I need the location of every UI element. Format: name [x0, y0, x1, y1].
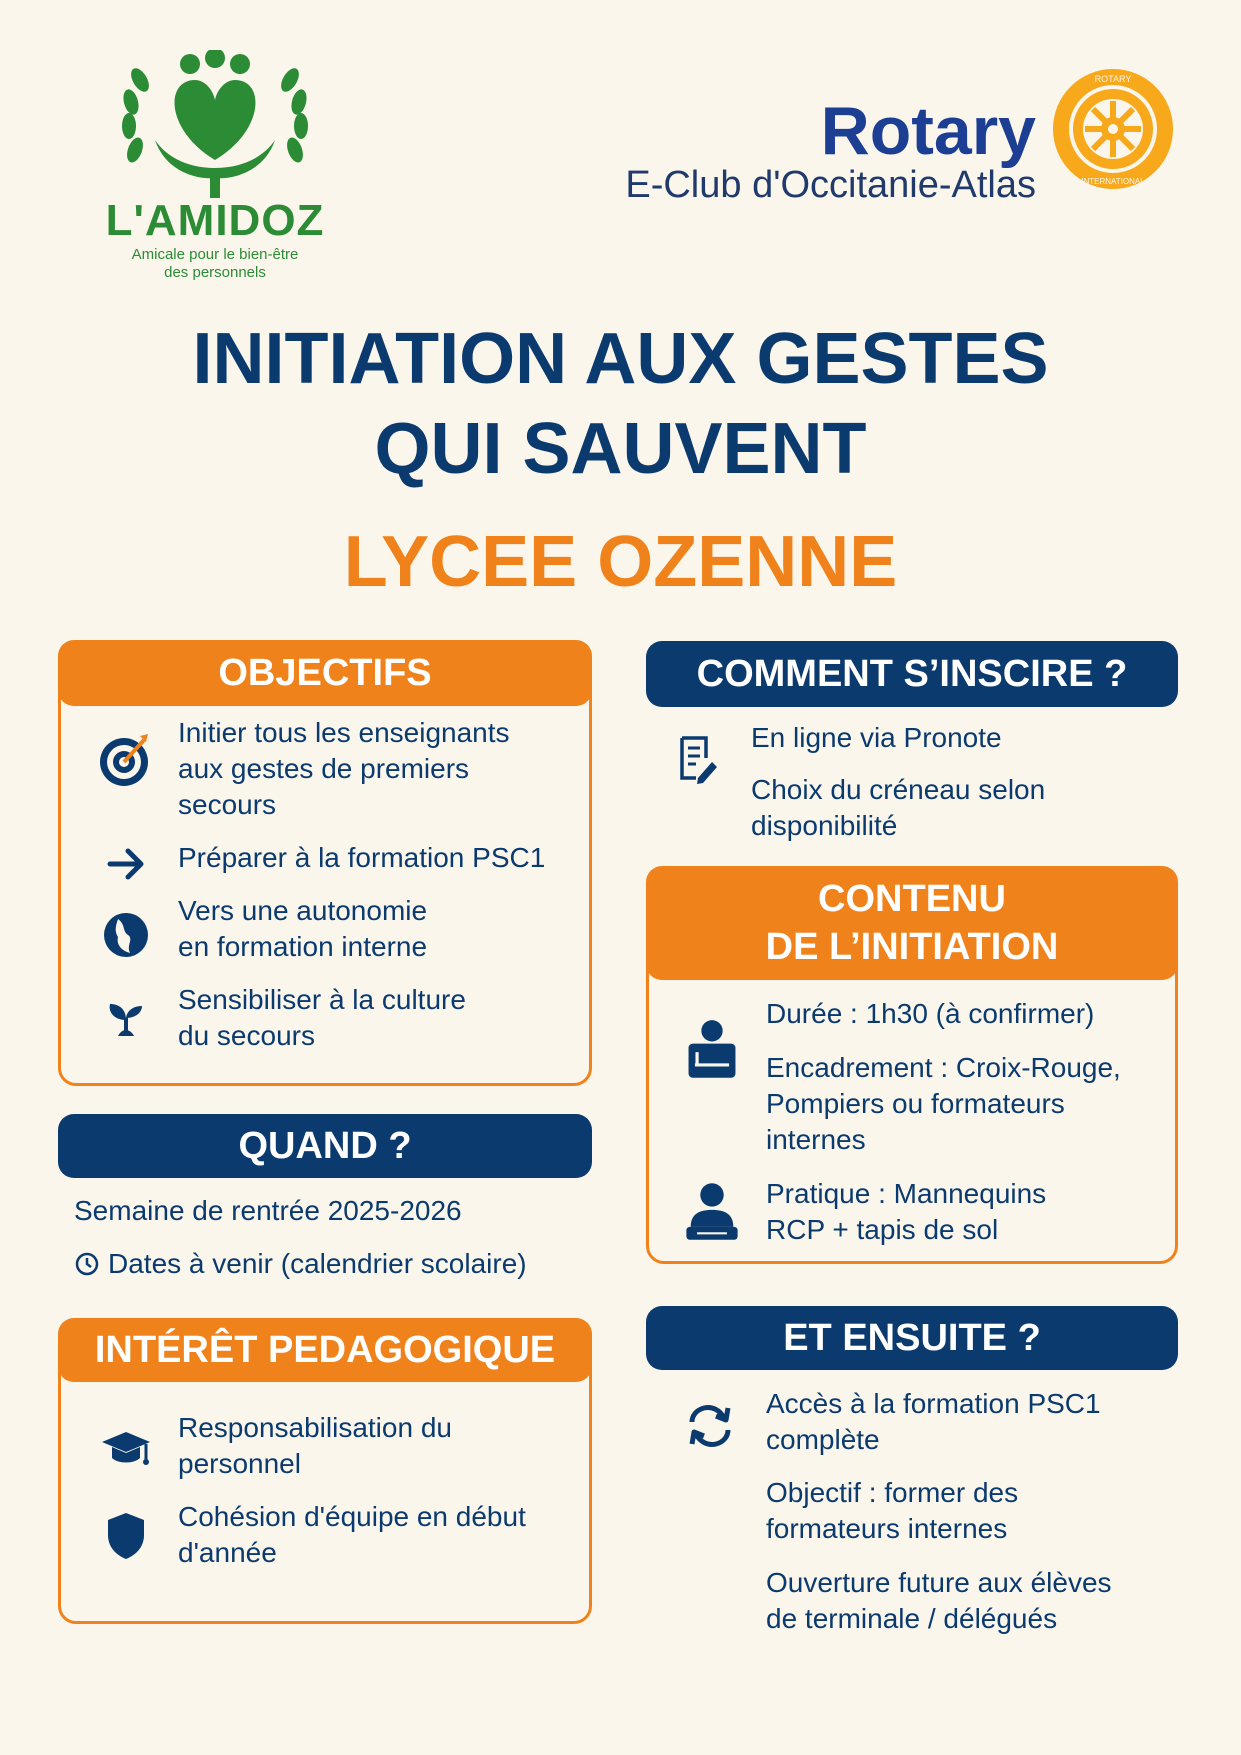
inscrire-line3: disponibilité [751, 810, 898, 841]
amidoz-emblem-icon [95, 50, 335, 200]
ensuite-a-line1: Accès à la formation PSC1 [766, 1388, 1101, 1419]
objectif-item-2 [96, 834, 156, 899]
objectif-item-4-text [178, 982, 466, 1054]
form-edit-icon [668, 730, 728, 790]
objectif-item-1-line2: aux gestes de premiers [178, 753, 470, 784]
contenu-item-1 [680, 1018, 744, 1087]
shield-icon [96, 1505, 156, 1565]
rotary-wheel-icon [1048, 64, 1178, 194]
ensuite-b-line2: formateurs internes [766, 1513, 1008, 1544]
quand-header [58, 1114, 592, 1178]
objectif-item-1-text [178, 715, 510, 823]
objectif-item-3-line2: en formation interne [178, 931, 428, 962]
objectif-item-3-text [178, 893, 427, 965]
objectif-item-4-line1: Sensibiliser à la culture [178, 984, 466, 1015]
quand-header-label: QUAND ? [238, 1125, 412, 1167]
interet-item-1-line2: personnel [178, 1448, 301, 1479]
quand-line2 [74, 1246, 527, 1282]
ensuite-c [766, 1565, 1112, 1637]
objectif-item-4-line2: du secours [178, 1020, 315, 1051]
ensuite-b-line1: Objectif : former des [766, 1477, 1019, 1508]
contenu-encadrement [766, 1050, 1121, 1158]
contenu-pratique-line1: Pratique : Mannequins [766, 1178, 1047, 1209]
inscrire-header [646, 641, 1178, 707]
interet-item-2-line1: Cohésion d'équipe en début [178, 1501, 526, 1532]
contenu-item-2 [680, 1180, 744, 1249]
rotary-name: Rotary [820, 93, 1036, 169]
interet-item-1 [96, 1418, 156, 1483]
ensuite-item [680, 1396, 740, 1461]
interet-item-1-line1: Responsabilisation du [178, 1412, 452, 1443]
contenu-encadrement-line3: internes [766, 1124, 866, 1155]
inscrire-item [668, 730, 728, 795]
main-title-line2: QUI SAUVENT [374, 409, 867, 489]
contenu-encadrement-line2: Pompiers ou formateurs [766, 1088, 1065, 1119]
inscrire-line2-3 [751, 772, 1045, 844]
contenu-header [646, 866, 1178, 980]
objectif-item-3 [96, 905, 156, 970]
amidoz-tagline [95, 246, 335, 282]
interet-header [58, 1318, 592, 1382]
ensuite-a [766, 1386, 1101, 1458]
amidoz-tagline-line1: Amicale pour le bien-être [131, 246, 299, 263]
contenu-header-line2: DE L’INITIATION [765, 926, 1059, 968]
contenu-pratique [766, 1176, 1046, 1248]
rotary-club-name: E-Club d'Occitanie-Atlas [625, 164, 1036, 206]
contenu-duree: Durée : 1h30 (à confirmer) [766, 998, 1095, 1029]
interet-item-2-line2: d'année [178, 1537, 277, 1568]
globe-icon [96, 905, 156, 965]
contenu-encadrement-line1: Encadrement : Croix-Rouge, [766, 1052, 1121, 1083]
ensuite-b [766, 1475, 1018, 1547]
quand-line1: Semaine de rentrée 2025-2026 [74, 1195, 462, 1226]
ensuite-c-line1: Ouverture future aux élèves [766, 1567, 1112, 1598]
objectif-item-1-line3: secours [178, 789, 277, 820]
refresh-icon [680, 1396, 740, 1456]
interet-item-2-text [178, 1499, 526, 1571]
inscrire-line2: Choix du créneau selon [751, 774, 1046, 805]
ensuite-a-line2: complète [766, 1424, 880, 1455]
graduation-cap-icon [96, 1418, 156, 1478]
interet-header-label: INTÉRÊT PEDAGOGIQUE [94, 1329, 556, 1371]
rotary-wheel-text-bottom: INTERNATIONAL [1081, 177, 1145, 186]
contenu-pratique-line2: RCP + tapis de sol [766, 1214, 999, 1245]
main-title-line1: INITIATION AUX GESTES [192, 319, 1049, 399]
target-icon [96, 730, 156, 790]
sprout-icon [96, 990, 156, 1050]
contenu-header-line1: CONTENU [818, 878, 1006, 920]
ensuite-c-line2: de terminale / délégués [766, 1603, 1058, 1634]
ensuite-header-label: ET ENSUITE ? [783, 1317, 1041, 1359]
objectif-item-3-line1: Vers une autonomie [178, 895, 428, 926]
objectif-item-4 [96, 990, 156, 1055]
objectif-item-1 [96, 730, 156, 795]
inscrire-line1: En ligne via Pronote [751, 722, 1002, 753]
trainer-desk-icon [680, 1018, 744, 1082]
objectifs-header [58, 640, 592, 706]
clock-icon [74, 1251, 100, 1277]
interet-item-1-text [178, 1410, 452, 1482]
amidoz-name: L'AMIDOZ [105, 196, 325, 245]
amidoz-logo [95, 50, 335, 290]
inscrire-header-label: COMMENT S’INSCIRE ? [696, 653, 1128, 695]
objectifs-header-label: OBJECTIFS [218, 652, 432, 694]
mannequin-icon [680, 1180, 744, 1244]
arrow-right-icon [96, 834, 156, 894]
school-title: LYCEE OZENNE [343, 522, 898, 602]
amidoz-tagline-line2: des personnels [164, 264, 266, 281]
objectif-item-2-text: Préparer à la formation PSC1 [178, 842, 546, 873]
interet-item-2 [96, 1505, 156, 1570]
rotary-wheel-text-top: ROTARY [1094, 74, 1132, 84]
ensuite-header [646, 1306, 1178, 1370]
quand-line2-text: Dates à venir (calendrier scolaire) [108, 1248, 527, 1279]
objectif-item-1-line1: Initier tous les enseignants [178, 717, 510, 748]
